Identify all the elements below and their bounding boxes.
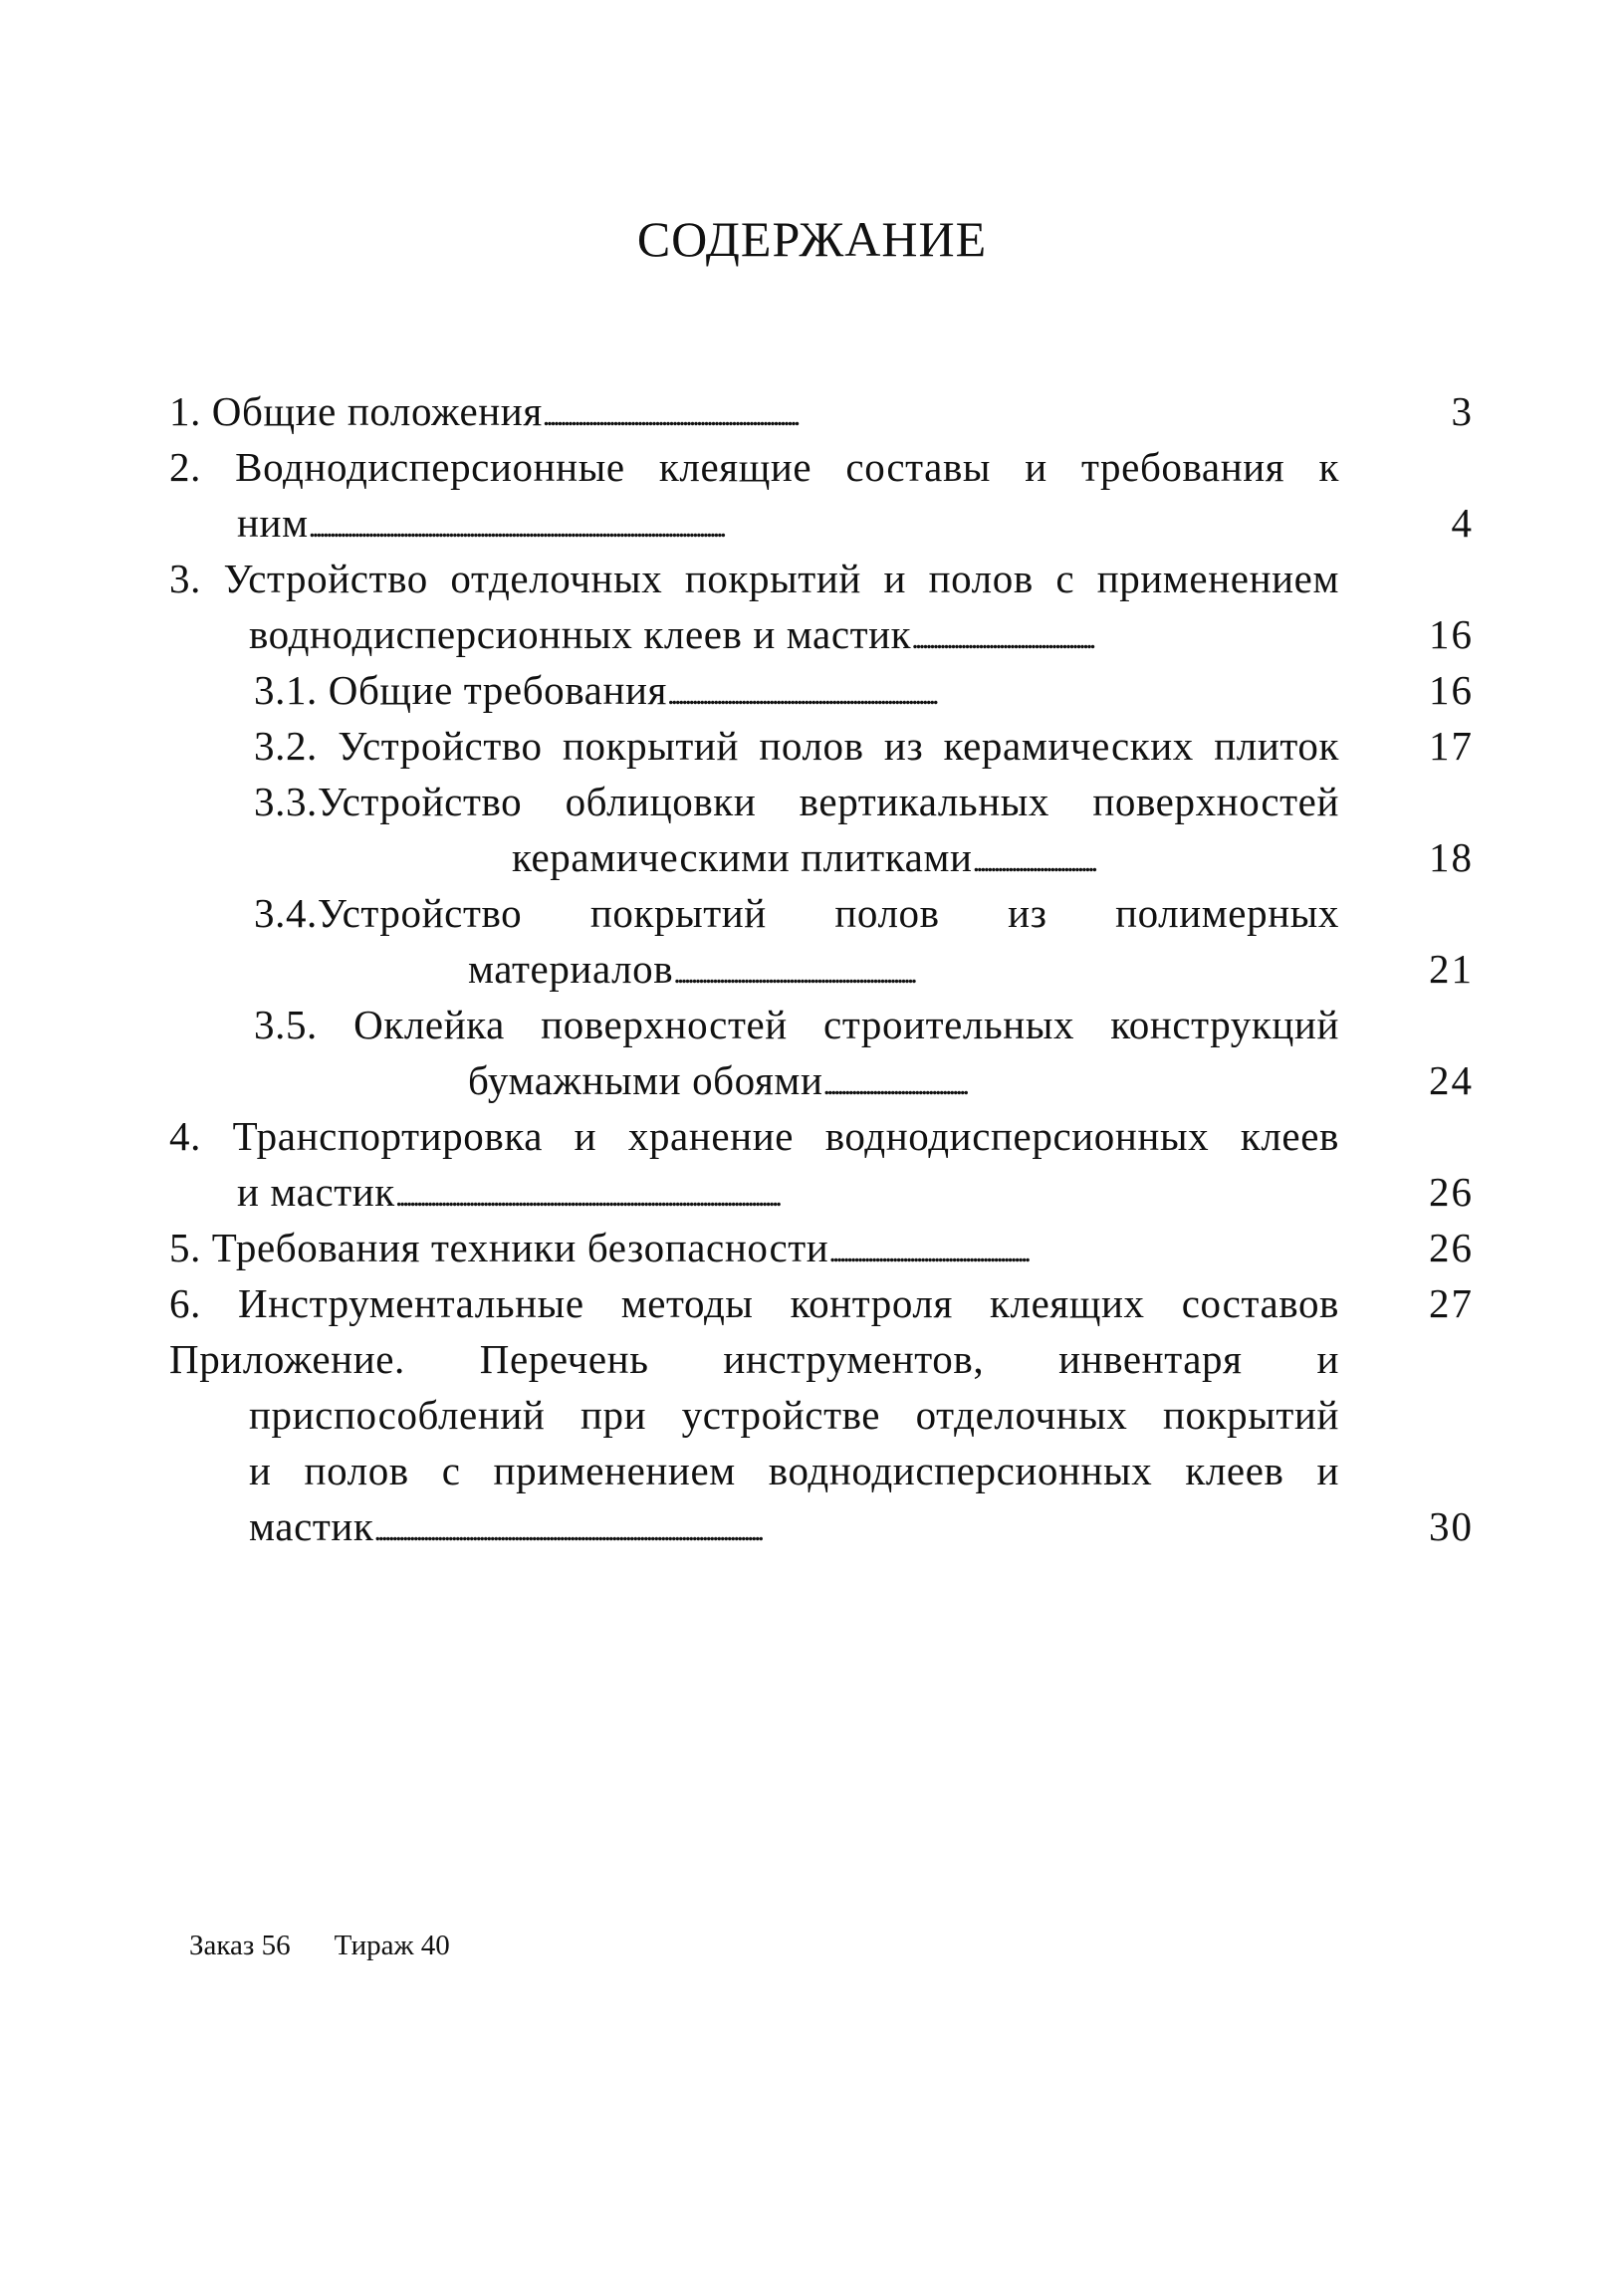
dot-leader: .............................................................................................................. (394, 1180, 779, 1213)
toc-entry (169, 383, 1474, 439)
toc-entry-label: ним (237, 500, 309, 546)
dot-leader: ......................................... (822, 1068, 966, 1101)
dot-leader: ............................................................................. (667, 678, 936, 711)
toc-entry-label: 3.1. Общие требования (254, 667, 668, 713)
toc-page-number: 21 (1429, 946, 1474, 992)
toc-entry (169, 829, 1474, 885)
toc-entry (169, 495, 1474, 551)
toc-page-number: 3 (1451, 388, 1474, 434)
table-of-contents (169, 383, 1474, 1554)
toc-page-number: 24 (1429, 1057, 1474, 1103)
dot-leader: ....................................................................................................................... (308, 511, 724, 544)
toc-entry-label: 3.4.Устройство покрытий полов из полимерных (254, 890, 1339, 936)
toc-entry-label: 3.3.Устройство облицовки вертикальных поверхностей (254, 779, 1339, 824)
print-info (189, 1930, 494, 1962)
toc-entry-label: 4. Транспортировка и хранение воднодисперсионных клеев (169, 1113, 1339, 1159)
toc-entry-label: 3.5. Оклейка поверхностей строительных конструкций (254, 1002, 1339, 1047)
order-number: Заказ 56 (189, 1930, 291, 1961)
toc-entry (169, 997, 1464, 1052)
toc-entry-label: и полов с применением воднодисперсионных клеев и (249, 1448, 1339, 1493)
toc-entry (169, 885, 1464, 941)
toc-entry (169, 1052, 1474, 1108)
toc-entry (169, 774, 1464, 829)
toc-entry-label: бумажными обоями (468, 1057, 823, 1103)
toc-entry (169, 551, 1464, 606)
dot-leader: ..................................................................... (673, 957, 914, 990)
toc-entry (169, 1387, 1464, 1443)
toc-entry-label: воднодисперсионных клеев и мастик (249, 611, 912, 657)
dot-leader: ............................................................................................................... (373, 1514, 761, 1547)
toc-entry (169, 439, 1464, 495)
toc-page-number: 16 (1429, 611, 1474, 657)
toc-entry-label: и мастик (237, 1169, 395, 1215)
toc-entry-label: Приложение. Перечень инструментов, инвентаря и (169, 1336, 1339, 1382)
toc-entry (169, 606, 1474, 662)
toc-page-number: 26 (1429, 1225, 1474, 1270)
toc-entry-label: 5. Требования техники безопасности (169, 1225, 829, 1270)
toc-page-number: 16 (1429, 667, 1474, 713)
print-run: Тираж 40 (334, 1930, 450, 1961)
toc-entry (169, 941, 1474, 997)
toc-entry (169, 1220, 1474, 1275)
dot-leader: .................................................... (911, 622, 1093, 655)
toc-page-number: 4 (1451, 500, 1474, 546)
toc-entry (169, 1498, 1474, 1554)
toc-entry (169, 1164, 1474, 1220)
toc-entry (169, 718, 1474, 774)
toc-page-number: 18 (1429, 834, 1474, 880)
toc-entry (169, 1331, 1464, 1387)
toc-entry (169, 1443, 1464, 1498)
toc-page-number: 30 (1429, 1503, 1474, 1549)
toc-entry-label: 3. Устройство отделочных покрытий и полов с применением (169, 556, 1339, 601)
dot-leader: ......................................................................... (542, 399, 798, 432)
dot-leader: ......................................................... (828, 1236, 1028, 1268)
dot-leader: ................................... (972, 845, 1095, 878)
toc-page-number: 26 (1429, 1169, 1474, 1215)
toc-entry-label: 6. Инструментальные методы контроля клеящих составов (169, 1280, 1339, 1326)
toc-entry-label: материалов (468, 946, 674, 992)
toc-entry-label: приспособлений при устройстве отделочных покрытий (249, 1392, 1339, 1438)
toc-entry (169, 1108, 1464, 1164)
page-title: СОДЕРЖАНИЕ (636, 211, 988, 267)
toc-entry-label: керамическими плитками (512, 834, 973, 880)
toc-entry-label: 2. Воднодисперсионные клеящие составы и требования к (169, 444, 1339, 490)
toc-entry-label: мастик (249, 1503, 374, 1549)
toc-entry (169, 662, 1474, 718)
toc-entry-label: 1. Общие положения (169, 388, 543, 434)
toc-page-number: 17 (1429, 723, 1474, 769)
toc-page-number: 27 (1429, 1280, 1474, 1326)
toc-entry-label: 3.2. Устройство покрытий полов из керамических плиток (254, 723, 1339, 769)
toc-entry (169, 1275, 1474, 1331)
